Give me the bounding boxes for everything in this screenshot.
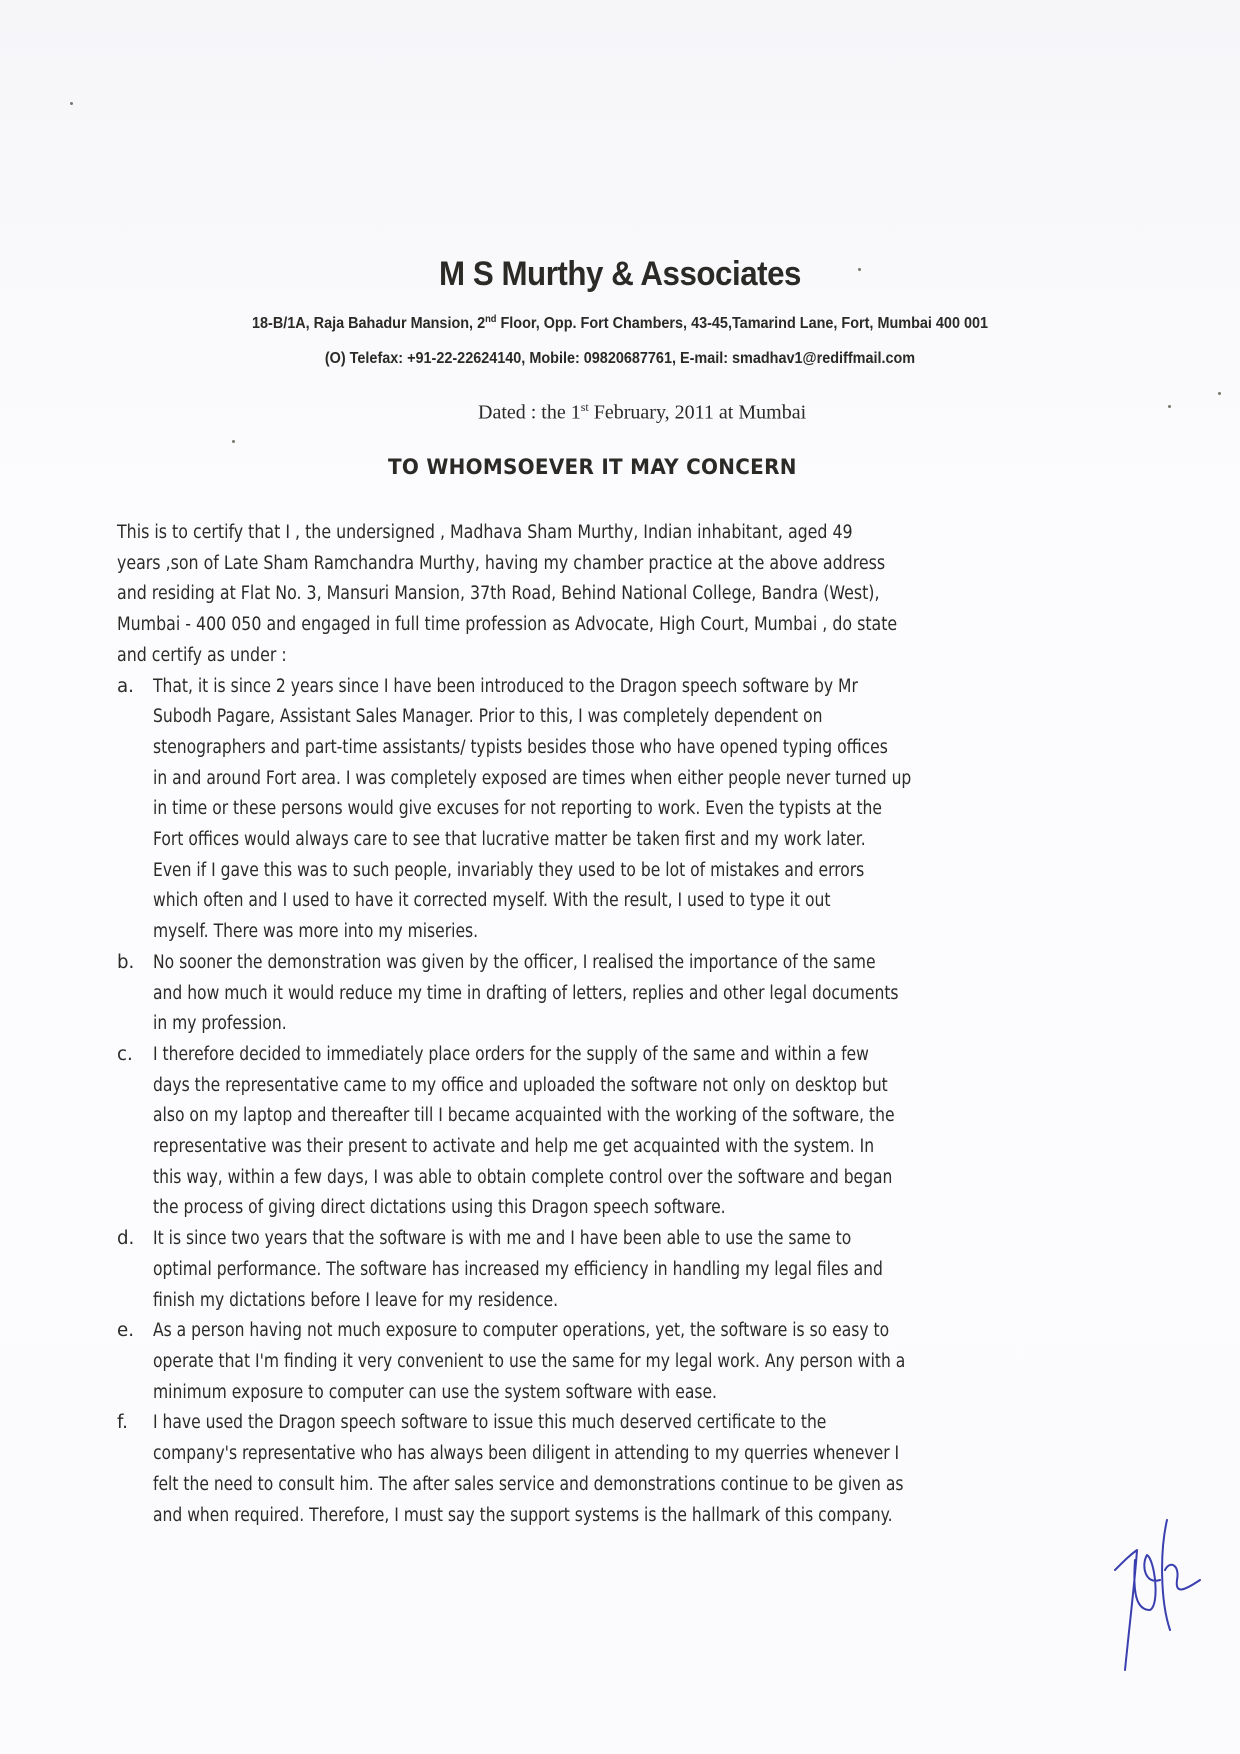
signature-stroke <box>1115 1520 1200 1670</box>
letter-body <box>117 518 1131 1531</box>
list-item-line: in and around Fort area. I was completely exposed are times when either people never turned up <box>153 767 912 789</box>
address-part2: Floor, Opp. Fort Chambers, 43-45,Tamarind Lane, Fort, Mumbai 400 001 <box>496 315 989 333</box>
list-item-line: stenographers and part-time assistants/ typists besides those who have opened typing offices <box>153 736 888 758</box>
list-item-marker: d. <box>117 1228 135 1250</box>
list-item-line: It is since two years that the software is with me and I have been able to use the same to <box>153 1228 852 1250</box>
list-item-line: the process of giving direct dictations using this Dragon speech software. <box>153 1197 726 1219</box>
intro-paragraph <box>117 518 1131 672</box>
list-item-line: As a person having not much exposure to computer operations, yet, the software is so easy to <box>153 1320 890 1342</box>
firm-contact: (O) Telefax: +91-22-22624140, Mobile: 09820687761, E-mail: smadhav1@rediffmail.com <box>324 350 916 367</box>
list-item-line: Subodh Pagare, Assistant Sales Manager. Prior to this, I was completely dependent on <box>153 706 823 728</box>
intro-line: and residing at Flat No. 3, Mansuri Mansion, 37th Road, Behind National College, Bandra (West), <box>117 583 880 605</box>
signature <box>1105 1510 1205 1680</box>
list-item-line: and how much it would reduce my time in drafting of letters, replies and other legal documents <box>153 982 899 1004</box>
list-item-line: representative was their present to activate and help me get acquainted with the system. In <box>153 1136 875 1158</box>
list-item-line: operate that I'm finding it very convenient to use the same for my legal work. Any person with a <box>153 1350 906 1372</box>
list-item <box>117 672 1131 948</box>
list-item-line: which often and I used to have it corrected myself. With the result, I used to type it out <box>153 890 831 912</box>
intro-line: and certify as under : <box>117 644 287 666</box>
list-item-line: minimum exposure to computer can use the system software with ease. <box>153 1381 717 1403</box>
scan-speck <box>232 440 235 443</box>
list-item-marker: a. <box>117 675 134 697</box>
list-item-line: also on my laptop and thereafter till I became acquainted with the working of the software, the <box>153 1105 895 1127</box>
date-line <box>478 400 806 425</box>
intro-line: Mumbai - 400 050 and engaged in full time profession as Advocate, High Court, Mumbai , do state <box>117 614 898 636</box>
list-item-line: in my profession. <box>153 1013 287 1035</box>
certification-list <box>117 672 1131 1532</box>
scan-speck <box>1218 392 1221 395</box>
list-item-line: optimal performance. The software has increased my efficiency in handling my legal files and <box>153 1258 883 1280</box>
address-part1: 18-B/1A, Raja Bahadur Mansion, 2 <box>251 315 486 333</box>
list-item-line: in time or these persons would give excuses for not reporting to work. Even the typists at the <box>153 798 882 820</box>
scan-speck <box>858 268 861 271</box>
list-item <box>117 1224 1131 1316</box>
firm-name: M S Murthy & Associates <box>439 255 801 293</box>
list-item-line: and when required. Therefore, I must say the support systems is the hallmark of this company. <box>153 1504 893 1526</box>
scan-speck <box>70 102 73 105</box>
list-item-line: days the representative came to my office and uploaded the software not only on desktop but <box>153 1074 888 1096</box>
list-item-marker: b. <box>117 951 135 973</box>
list-item-marker: c. <box>117 1043 133 1065</box>
list-item <box>117 1316 1131 1408</box>
date-superscript: st <box>580 400 589 414</box>
list-item-line: That, it is since 2 years since I have been introduced to the Dragon speech software by Mr <box>153 675 858 697</box>
list-item <box>117 1040 1131 1224</box>
list-item <box>117 1408 1131 1531</box>
intro-line: This is to certify that I , the undersigned , Madhava Sham Murthy, Indian inhabitant, aged 49 <box>117 522 853 543</box>
list-item-line: I have used the Dragon speech software to issue this much deserved certificate to the <box>153 1412 827 1434</box>
list-item <box>117 948 1131 1040</box>
intro-line: years ,son of Late Sham Ramchandra Murthy, having my chamber practice at the above address <box>117 552 886 574</box>
list-item-line: Fort offices would always care to see that lucrative matter be taken first and my work later. <box>153 829 866 851</box>
address-superscript: nd <box>485 314 497 325</box>
date-suffix: February, 2011 at Mumbai <box>588 401 807 424</box>
list-item-line: felt the need to consult him. The after sales service and demonstrations continue to be given as <box>153 1473 904 1495</box>
list-item-line: finish my dictations before I leave for my residence. <box>153 1289 559 1311</box>
firm-address <box>43 314 1196 333</box>
list-item-line: No sooner the demonstration was given by the officer, I realised the importance of the same <box>153 951 876 973</box>
list-item-line: I therefore decided to immediately place orders for the supply of the same and within a few <box>153 1043 869 1065</box>
list-item-line: Even if I gave this was to such people, invariably they used to be lot of mistakes and errors <box>153 859 865 881</box>
list-item-marker: f. <box>117 1412 128 1434</box>
date-prefix: Dated : the 1 <box>478 401 581 424</box>
list-item-line: company's representative who has always been diligent in attending to my querries whenever I <box>153 1443 900 1465</box>
list-item-line: this way, within a few days, I was able to obtain complete control over the software and began <box>153 1166 893 1188</box>
letter-title: TO WHOMSOEVER IT MAY CONCERN <box>388 455 797 479</box>
list-item-line: myself. There was more into my miseries. <box>153 921 479 943</box>
scan-speck <box>1168 405 1171 408</box>
list-item-marker: e. <box>117 1320 134 1342</box>
